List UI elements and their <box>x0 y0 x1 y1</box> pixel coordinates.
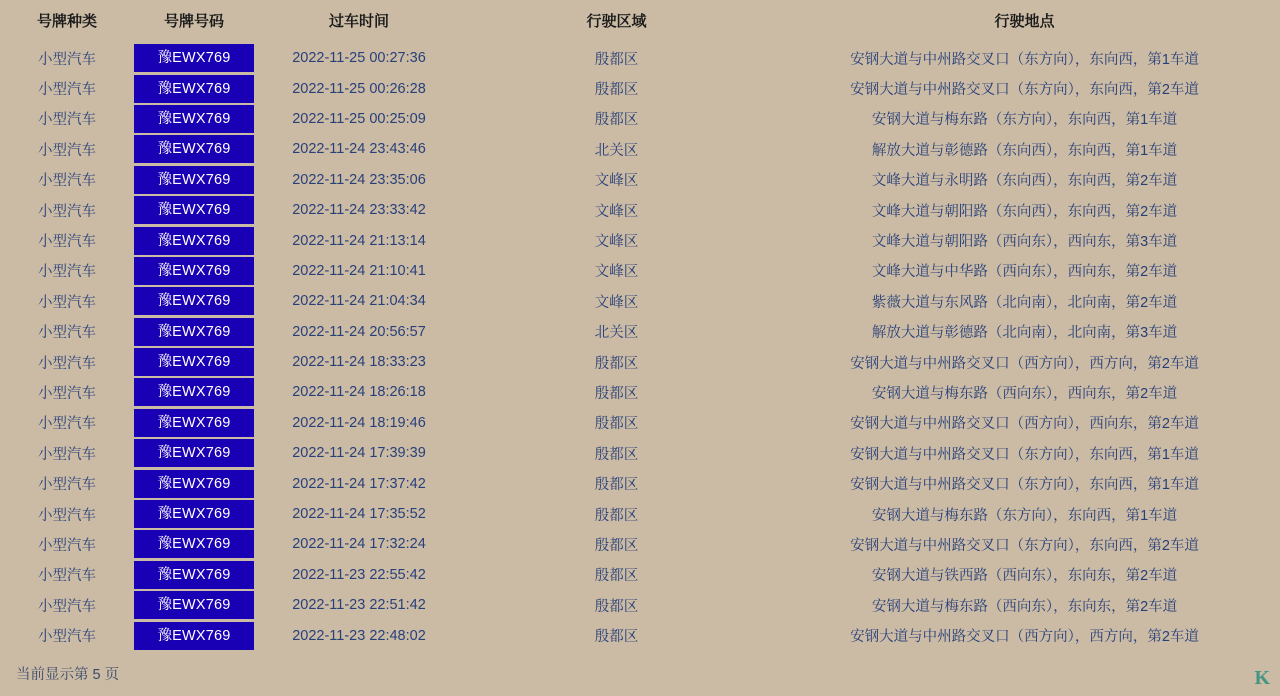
table-row[interactable] <box>0 165 1280 195</box>
cell-plate-type: 小型汽车 <box>38 446 96 463</box>
table-row[interactable] <box>0 104 1280 134</box>
plate-badge: 豫EWX769 <box>134 378 254 406</box>
plate-badge: 豫EWX769 <box>134 135 254 163</box>
table-row[interactable] <box>0 408 1280 438</box>
cell-plate-number <box>134 104 254 134</box>
cell-plate-number <box>134 43 254 73</box>
table-row[interactable] <box>0 590 1280 620</box>
cell-plate-number <box>134 195 254 225</box>
cell-pass-time: 2022-11-24 17:35:52 <box>292 506 426 523</box>
cell-driving-area: 殷都区 <box>594 355 639 372</box>
table-row[interactable] <box>0 43 1280 73</box>
cell-plate-type: 小型汽车 <box>38 203 96 220</box>
plate-badge: 豫EWX769 <box>134 227 254 255</box>
pagination-suffix: 页 <box>104 667 120 683</box>
cell-plate-type: 小型汽车 <box>38 325 96 342</box>
pagination-status <box>16 663 119 684</box>
cell-driving-place: 安钢大道与梅东路（西向东），东向东，第2车道 <box>871 598 1178 615</box>
cell-plate-number <box>134 438 254 468</box>
cell-pass-time: 2022-11-24 21:04:34 <box>292 293 426 310</box>
cell-plate-number <box>134 590 254 620</box>
cell-driving-place: 解放大道与彰德路（北向南），北向南，第3车道 <box>871 325 1178 342</box>
watermark-logo: K <box>1254 667 1270 689</box>
cell-pass-time: 2022-11-25 00:25:09 <box>292 110 426 127</box>
cell-pass-time: 2022-11-25 00:26:28 <box>292 80 426 97</box>
cell-driving-place: 安钢大道与梅东路（东方向），东向西，第1车道 <box>871 507 1178 524</box>
cell-plate-type: 小型汽车 <box>38 568 96 585</box>
pagination-current-page: 5 <box>92 667 101 683</box>
cell-driving-place: 解放大道与彰德路（东向西），东向西，第1车道 <box>871 142 1178 159</box>
plate-badge: 豫EWX769 <box>134 257 254 285</box>
cell-driving-place: 安钢大道与中州路交叉口（东方向），东向西，第2车道 <box>850 537 1199 554</box>
cell-driving-area: 殷都区 <box>594 416 639 433</box>
table-row[interactable] <box>0 134 1280 164</box>
cell-plate-type: 小型汽车 <box>38 264 96 281</box>
table-row[interactable] <box>0 560 1280 590</box>
cell-driving-area: 殷都区 <box>594 598 639 615</box>
table-body <box>0 43 1280 651</box>
cell-pass-time: 2022-11-25 00:27:36 <box>292 50 426 67</box>
cell-plate-type: 小型汽车 <box>38 294 96 311</box>
cell-plate-number <box>134 620 254 650</box>
plate-badge: 豫EWX769 <box>134 470 254 498</box>
cell-driving-place: 紫薇大道与东风路（北向南），北向南，第2车道 <box>871 294 1178 311</box>
cell-plate-type: 小型汽车 <box>38 142 96 159</box>
table-header <box>0 0 1280 43</box>
cell-driving-area: 殷都区 <box>594 112 639 129</box>
cell-pass-time: 2022-11-24 18:26:18 <box>292 384 426 401</box>
cell-pass-time: 2022-11-24 21:10:41 <box>292 262 426 279</box>
cell-plate-number <box>134 73 254 103</box>
plate-badge: 豫EWX769 <box>134 439 254 467</box>
plate-badge: 豫EWX769 <box>134 196 254 224</box>
cell-driving-area: 殷都区 <box>594 507 639 524</box>
cell-driving-area: 殷都区 <box>594 477 639 494</box>
cell-driving-area: 殷都区 <box>594 446 639 463</box>
cell-driving-area: 文峰区 <box>594 294 639 311</box>
cell-driving-area: 殷都区 <box>594 385 639 402</box>
cell-driving-place: 安钢大道与中州路交叉口（东方向），东向西，第2车道 <box>850 82 1199 99</box>
table-row[interactable] <box>0 347 1280 377</box>
cell-driving-place: 安钢大道与中州路交叉口（西方向），西方向，第2车道 <box>850 629 1199 646</box>
cell-pass-time: 2022-11-24 23:43:46 <box>292 141 426 158</box>
cell-driving-area: 殷都区 <box>594 537 639 554</box>
cell-driving-area: 殷都区 <box>594 82 639 99</box>
cell-driving-place: 文峰大道与朝阳路（西向东），西向东，第3车道 <box>871 234 1178 251</box>
pagination-prefix: 当前显示第 <box>16 667 89 683</box>
plate-badge: 豫EWX769 <box>134 318 254 346</box>
plate-badge: 豫EWX769 <box>134 591 254 619</box>
table-row[interactable] <box>0 195 1280 225</box>
cell-driving-area: 文峰区 <box>594 173 639 190</box>
cell-plate-number <box>134 377 254 407</box>
column-header-plate-type: 号牌种类 <box>36 13 97 30</box>
plate-badge: 豫EWX769 <box>134 105 254 133</box>
table-row[interactable] <box>0 286 1280 316</box>
cell-plate-type: 小型汽车 <box>38 51 96 68</box>
cell-plate-type: 小型汽车 <box>38 598 96 615</box>
cell-plate-type: 小型汽车 <box>38 112 96 129</box>
cell-plate-number <box>134 499 254 529</box>
table-row[interactable] <box>0 225 1280 255</box>
cell-pass-time: 2022-11-24 18:19:46 <box>292 414 426 431</box>
cell-driving-area: 殷都区 <box>594 51 639 68</box>
cell-plate-number <box>134 165 254 195</box>
table-row[interactable] <box>0 529 1280 559</box>
plate-badge: 豫EWX769 <box>134 287 254 315</box>
table-row[interactable] <box>0 73 1280 103</box>
cell-driving-area: 文峰区 <box>594 203 639 220</box>
cell-plate-number <box>134 256 254 286</box>
plate-badge: 豫EWX769 <box>134 561 254 589</box>
column-header-driving-place: 行驶地点 <box>994 13 1055 30</box>
table-row[interactable] <box>0 256 1280 286</box>
cell-pass-time: 2022-11-23 22:55:42 <box>292 566 426 583</box>
cell-plate-number <box>134 347 254 377</box>
cell-pass-time: 2022-11-23 22:51:42 <box>292 597 426 614</box>
table-row[interactable] <box>0 499 1280 529</box>
cell-driving-area: 文峰区 <box>594 234 639 251</box>
cell-plate-number <box>134 225 254 255</box>
cell-driving-place: 安钢大道与铁西路（西向东），东向东，第2车道 <box>871 568 1178 585</box>
plate-badge: 豫EWX769 <box>134 500 254 528</box>
plate-badge: 豫EWX769 <box>134 166 254 194</box>
cell-plate-type: 小型汽车 <box>38 477 96 494</box>
cell-plate-type: 小型汽车 <box>38 385 96 402</box>
plate-badge: 豫EWX769 <box>134 530 254 558</box>
cell-driving-place: 安钢大道与中州路交叉口（东方向），东向西，第1车道 <box>850 446 1199 463</box>
cell-pass-time: 2022-11-24 21:13:14 <box>292 232 426 249</box>
cell-driving-place: 文峰大道与永明路（东向西），东向西，第2车道 <box>871 173 1178 190</box>
plate-badge: 豫EWX769 <box>134 44 254 72</box>
cell-driving-place: 文峰大道与朝阳路（东向西），东向西，第2车道 <box>871 203 1178 220</box>
cell-plate-number <box>134 529 254 559</box>
cell-plate-number <box>134 134 254 164</box>
cell-driving-place: 安钢大道与中州路交叉口（东方向），东向西，第1车道 <box>850 51 1199 68</box>
cell-plate-type: 小型汽车 <box>38 173 96 190</box>
table-header-row <box>0 0 1280 43</box>
cell-pass-time: 2022-11-24 17:32:24 <box>292 536 426 553</box>
cell-driving-place: 安钢大道与中州路交叉口（东方向），东向西，第1车道 <box>850 477 1199 494</box>
column-header-plate-number: 号牌号码 <box>163 13 224 30</box>
table-row[interactable] <box>0 620 1280 650</box>
table-row[interactable] <box>0 377 1280 407</box>
cell-plate-number <box>134 317 254 347</box>
cell-driving-place: 安钢大道与梅东路（东方向），东向西，第1车道 <box>871 112 1178 129</box>
cell-driving-place: 文峰大道与中华路（西向东），西向东，第2车道 <box>871 264 1178 281</box>
cell-plate-number <box>134 408 254 438</box>
cell-pass-time: 2022-11-24 17:39:39 <box>292 445 426 462</box>
cell-pass-time: 2022-11-24 23:35:06 <box>292 171 426 188</box>
cell-pass-time: 2022-11-24 20:56:57 <box>292 323 426 340</box>
plate-badge: 豫EWX769 <box>134 348 254 376</box>
cell-pass-time: 2022-11-24 18:33:23 <box>292 354 426 371</box>
column-header-pass-time: 过车时间 <box>328 13 389 30</box>
cell-driving-place: 安钢大道与中州路交叉口（西方向），西方向，第2车道 <box>850 355 1199 372</box>
cell-plate-type: 小型汽车 <box>38 234 96 251</box>
cell-pass-time: 2022-11-24 23:33:42 <box>292 202 426 219</box>
table-row[interactable] <box>0 317 1280 347</box>
cell-pass-time: 2022-11-23 22:48:02 <box>292 627 426 644</box>
cell-plate-type: 小型汽车 <box>38 507 96 524</box>
plate-badge: 豫EWX769 <box>134 75 254 103</box>
plate-badge: 豫EWX769 <box>134 622 254 650</box>
cell-plate-number <box>134 286 254 316</box>
cell-driving-area: 文峰区 <box>594 264 639 281</box>
plate-badge: 豫EWX769 <box>134 409 254 437</box>
cell-plate-type: 小型汽车 <box>38 416 96 433</box>
table-row[interactable] <box>0 438 1280 468</box>
cell-plate-type: 小型汽车 <box>38 355 96 372</box>
cell-driving-place: 安钢大道与中州路交叉口（西方向），西向东，第2车道 <box>850 416 1199 433</box>
cell-plate-number <box>134 468 254 498</box>
cell-plate-type: 小型汽车 <box>38 82 96 99</box>
cell-driving-place: 安钢大道与梅东路（西向东），西向东，第2车道 <box>871 385 1178 402</box>
column-header-driving-area: 行驶区域 <box>586 13 647 30</box>
cell-driving-area: 北关区 <box>594 325 639 342</box>
cell-driving-area: 殷都区 <box>594 629 639 646</box>
cell-driving-area: 殷都区 <box>594 568 639 585</box>
cell-plate-type: 小型汽车 <box>38 537 96 554</box>
cell-plate-number <box>134 560 254 590</box>
table-row[interactable] <box>0 468 1280 498</box>
cell-driving-area: 北关区 <box>594 142 639 159</box>
cell-plate-type: 小型汽车 <box>38 629 96 646</box>
cell-pass-time: 2022-11-24 17:37:42 <box>292 475 426 492</box>
